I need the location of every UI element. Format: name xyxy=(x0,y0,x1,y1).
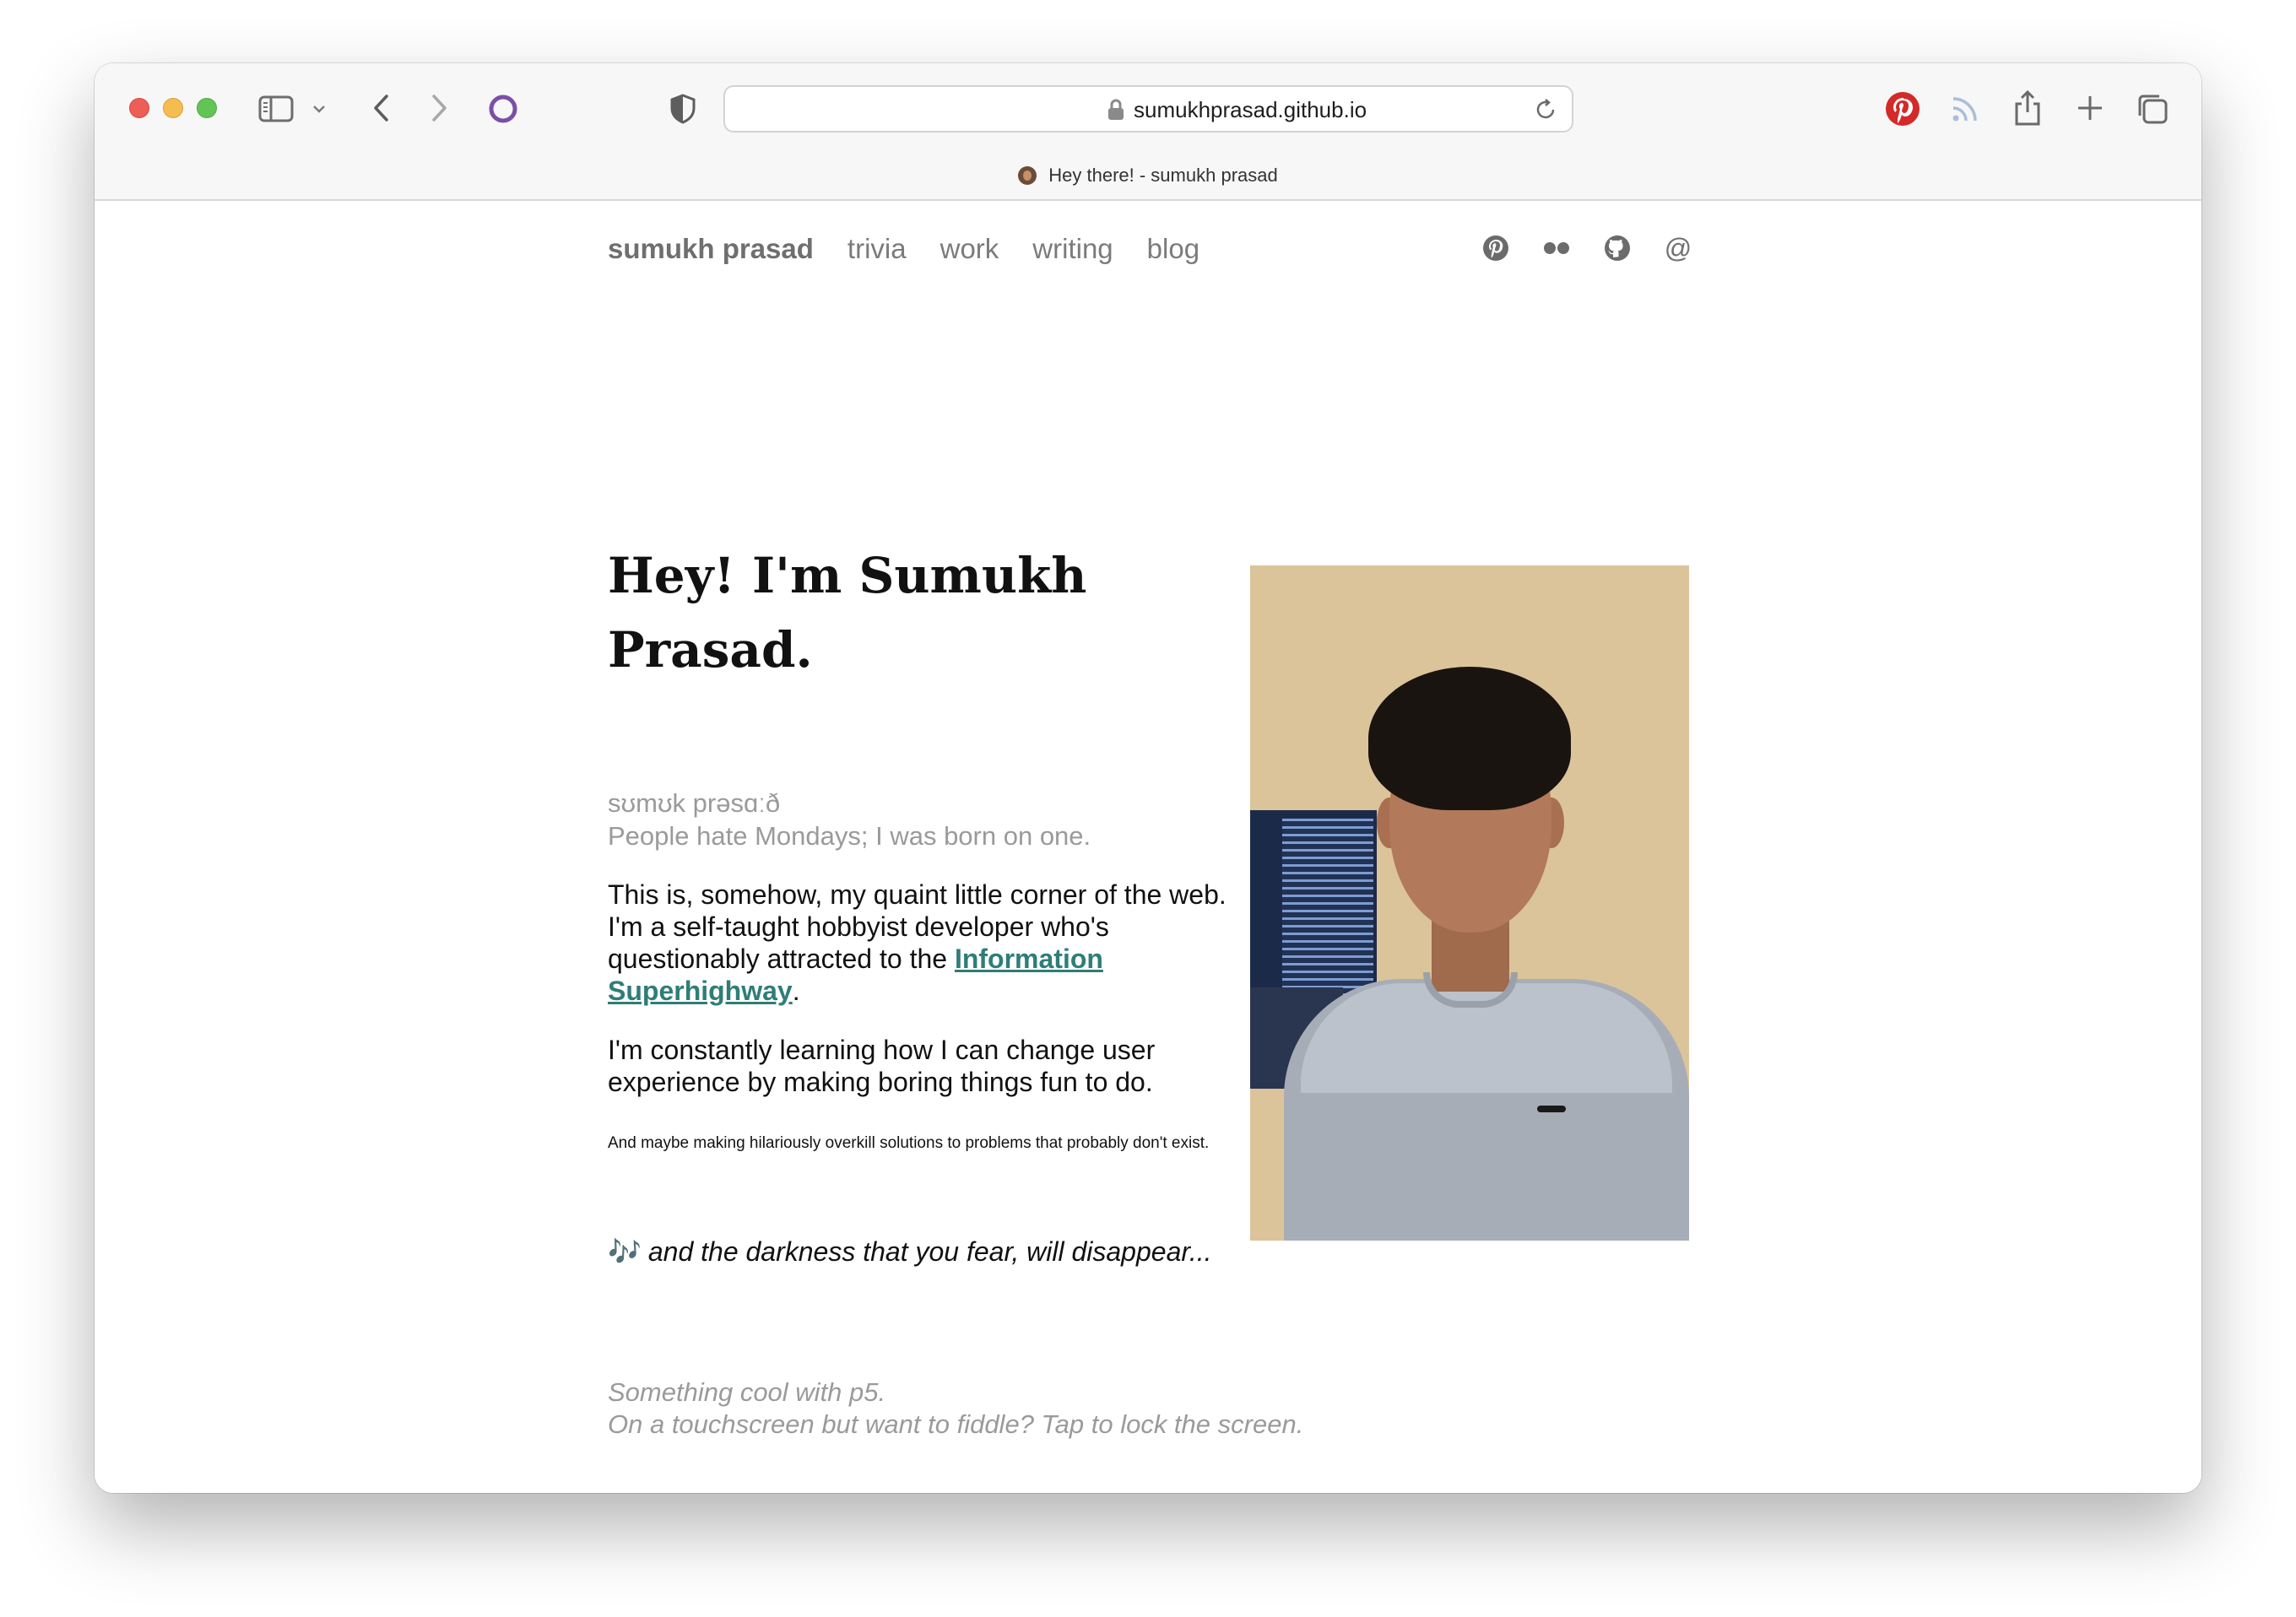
lyric-line xyxy=(608,1235,1249,1268)
p5-line-2: On a touchscreen but want to fiddle? Tap to lock the screen. xyxy=(608,1409,1304,1439)
email-link[interactable]: @ xyxy=(1664,232,1692,263)
browser-window xyxy=(95,63,2201,1493)
pinterest-icon[interactable] xyxy=(1481,233,1511,263)
p5-line-1: Something cool with p5. xyxy=(608,1377,886,1407)
address-bar[interactable] xyxy=(723,85,1573,132)
forward-icon[interactable] xyxy=(426,92,452,124)
pinterest-icon[interactable] xyxy=(1884,90,1921,127)
lyric-text: and the darkness that you fear, will disappear... xyxy=(647,1236,1212,1267)
chevron-down-icon[interactable] xyxy=(311,99,328,119)
page-title: Hey! I'm Sumukh Prasad. xyxy=(608,547,1087,679)
minimize-window-button[interactable] xyxy=(163,98,183,118)
p5-caption xyxy=(608,1376,1367,1441)
close-window-button[interactable] xyxy=(129,98,149,118)
intro-paragraph xyxy=(608,879,1232,1007)
intro-period: . xyxy=(792,976,800,1006)
learning-paragraph: I'm constantly learning how I can change user experience by making boring things fun to do. xyxy=(608,1035,1156,1097)
profile-photo xyxy=(1250,565,1689,1241)
nav-link-writing[interactable]: writing xyxy=(1032,233,1113,264)
tagline: People hate Mondays; I was born on one. xyxy=(608,821,1091,851)
intro-text: This is, somehow, my quaint little corner of the web. I'm a self-taught hobbyist developer who's questionably attracted to the xyxy=(608,879,1227,974)
github-icon[interactable] xyxy=(1602,233,1633,263)
shield-icon[interactable] xyxy=(669,93,697,125)
nav-link-work[interactable]: work xyxy=(940,233,999,264)
nav-brand[interactable]: sumukh prasad xyxy=(608,233,814,264)
browser-toolbar xyxy=(95,63,2201,201)
site-nav xyxy=(608,228,1233,270)
nav-link-trivia[interactable]: trivia xyxy=(847,233,907,264)
favicon xyxy=(1018,166,1037,185)
lock-icon xyxy=(1107,98,1125,122)
nav-link-blog[interactable]: blog xyxy=(1146,233,1200,264)
name-pronunciation: sʊmʊk prəsɑːð xyxy=(608,788,781,818)
back-icon[interactable] xyxy=(369,92,394,124)
extension-ring-icon[interactable] xyxy=(487,93,519,125)
flickr-icon[interactable] xyxy=(1541,233,1572,263)
share-icon[interactable] xyxy=(2012,89,2043,127)
rss-icon[interactable] xyxy=(1948,92,1982,126)
web-page xyxy=(95,201,2201,1493)
reload-icon[interactable] xyxy=(1533,97,1558,122)
information-superhighway-link[interactable]: Information Superhighway xyxy=(608,944,1103,1006)
zoom-window-button[interactable] xyxy=(197,98,217,118)
music-notes-icon: 🎶 xyxy=(608,1236,642,1267)
tabs-overview-icon[interactable] xyxy=(2136,92,2169,126)
sidebar-icon[interactable] xyxy=(258,95,294,122)
overkill-note: And maybe making hilariously overkill solutions to problems that probably don't exist. xyxy=(608,1134,1210,1152)
active-tab[interactable] xyxy=(95,163,2201,188)
plus-icon[interactable] xyxy=(2074,92,2106,124)
tab-title: Hey there! - sumukh prasad xyxy=(1048,165,1278,186)
url-text[interactable]: sumukhprasad.github.io xyxy=(1134,97,1367,122)
